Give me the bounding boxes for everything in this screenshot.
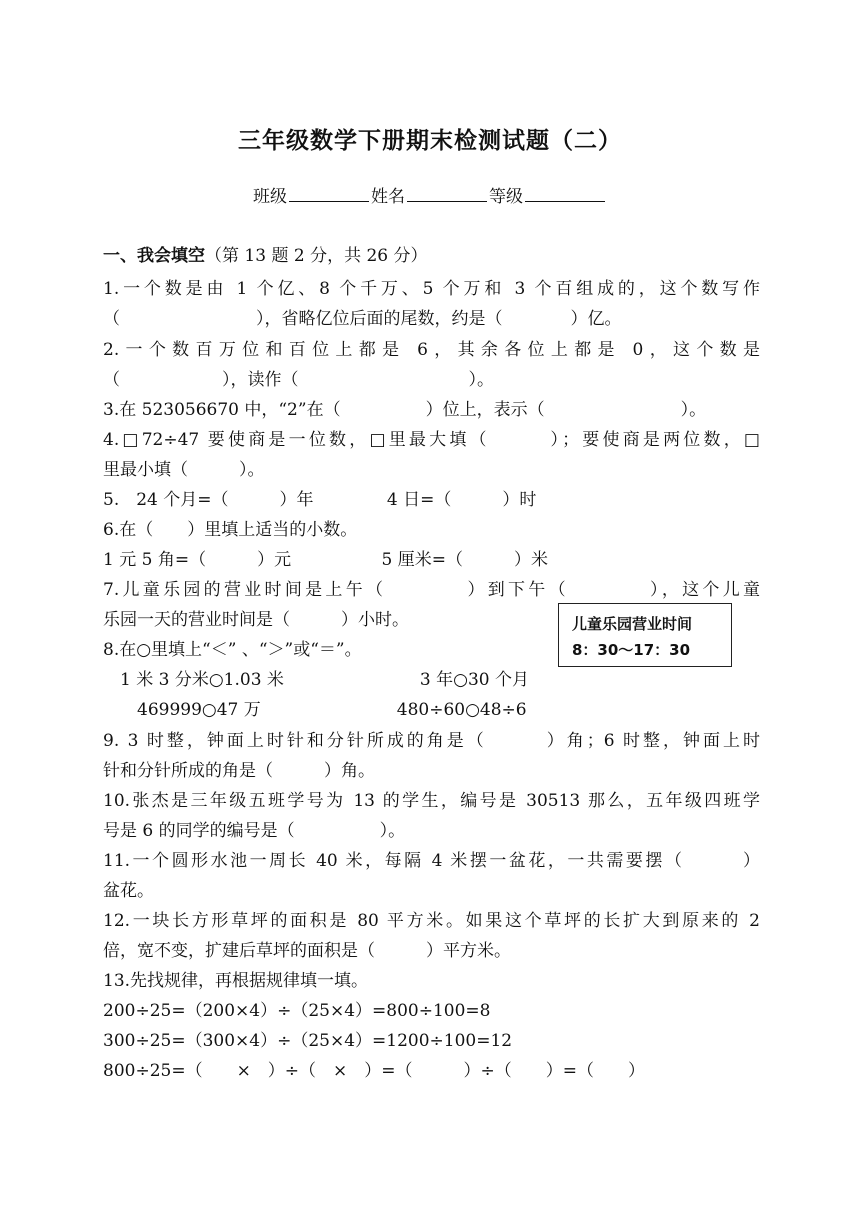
question-line: 11.一个圆形水池一周长 40 米，每隔 4 米摆一盆花，一共需要摆（ ）: [103, 851, 760, 871]
question-line: 469999○47 万 480÷60○48÷6: [103, 700, 527, 720]
question-line: 300÷25=（300×4）÷（25×4）=1200÷100=12: [103, 1031, 513, 1051]
question-line: 800÷25=（ × ）÷（ × ）=（ ）÷（ ）=（ ）: [103, 1061, 646, 1081]
grade-blank[interactable]: [525, 185, 605, 202]
grade-label: 等级: [489, 187, 523, 207]
class-label: 班级: [253, 187, 287, 207]
question-line: 10.张杰是三年级五班学号为 13 的学生，编号是 30513 那么，五年级四班学: [103, 791, 760, 811]
question-line: 1 元 5 角=（ ）元 5 厘米=（ ）米: [103, 550, 548, 570]
question-line: 13.先找规律，再根据规律填一填。: [103, 971, 369, 991]
page-title: 三年级数学下册期末检测试题（二）: [238, 127, 622, 154]
question-line: 6.在（ ）里填上适当的小数。: [103, 520, 358, 540]
student-info-line: [0, 182, 860, 207]
question-line: 盆花。: [103, 881, 154, 901]
question-line: 倍，宽不变，扩建后草坪的面积是（ ）平方米。: [103, 941, 511, 961]
question-line: 4.□72÷47 要使商是一位数，□里最大填（ ）；要使商是两位数，□: [103, 430, 760, 450]
question-line: 9. 3 时整，钟面上时针和分针所成的角是（ ）角；6 时整，钟面上时: [103, 731, 760, 751]
question-line: （ ），读作（ ）。: [103, 370, 494, 390]
class-blank[interactable]: [289, 185, 369, 202]
question-line: 乐园一天的营业时间是（ ）小时。: [103, 610, 409, 630]
question-line: 3.在 523056670 中，“2”在（ ）位上，表示（ ）。: [103, 400, 707, 420]
question-line: 里最小填（ ）。: [103, 460, 265, 480]
opening-hours-box: [558, 603, 732, 667]
question-line: 200÷25=（200×4）÷（25×4）=800÷100=8: [103, 1001, 491, 1021]
question-line: 号是 6 的同学的编号是（ ）。: [103, 821, 406, 841]
question-line: 1 米 3 分米○1.03 米 3 年○30 个月: [103, 670, 530, 690]
question-line: 8.在○里填上“＜” 、“＞”或“＝”。: [103, 640, 362, 660]
opening-hours-time: 8：30～17：30: [572, 641, 691, 659]
question-line: 5. 24 个月=（ ）年 4 日=（ ）时: [103, 490, 537, 510]
name-label: 姓名: [371, 187, 405, 207]
section-heading: [103, 244, 760, 268]
question-line: 2.一个数百万位和百位上都是 6，其余各位上都是 0，这个数是: [103, 340, 760, 360]
question-line: 针和分针所成的角是（ ）角。: [103, 761, 375, 781]
name-blank[interactable]: [407, 185, 487, 202]
opening-hours-title: 儿童乐园营业时间: [572, 615, 693, 633]
question-line: 7.儿童乐园的营业时间是上午（ ）到下午（ ），这个儿童: [103, 580, 760, 600]
question-line: 12.一块长方形草坪的面积是 80 平方米。如果这个草坪的长扩大到原来的 2: [103, 911, 760, 931]
question-line: （ ），省略亿位后面的尾数，约是（ ）亿。: [103, 309, 622, 329]
section-note: （第 13 题 2 分，共 26 分）: [205, 246, 428, 266]
section-title: 一、我会填空: [103, 246, 205, 266]
question-line: 1.一个数是由 1 个亿、8 个千万、5 个万和 3 个百组成的，这个数写作: [103, 279, 760, 299]
